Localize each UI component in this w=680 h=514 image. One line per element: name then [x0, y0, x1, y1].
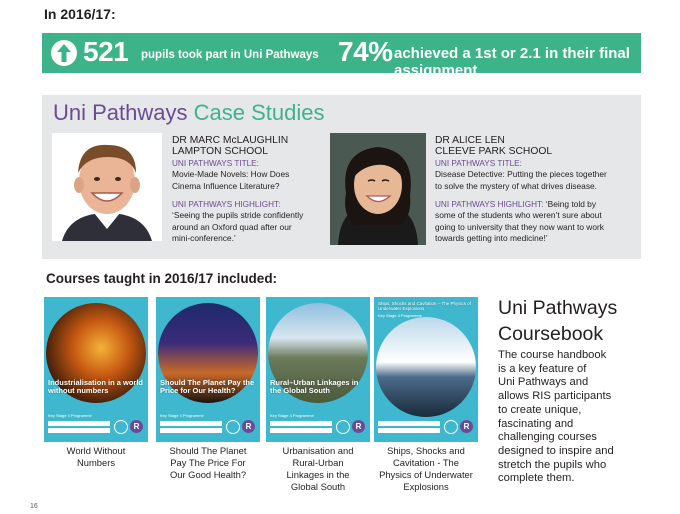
book-4-caption: [366, 445, 486, 493]
book-cover-2: [156, 297, 260, 442]
percent-value: 74%: [338, 36, 393, 67]
case-title-part1: Uni Pathways: [53, 100, 188, 125]
book-4-cover-sub: Key Stage 4 Programme: [378, 313, 422, 318]
book-cover-1: [44, 297, 148, 442]
case2-highlight-line4: towards getting into medicine!’: [435, 233, 548, 244]
case2-highlight-line2: some of the students who weren’t sure about: [435, 210, 602, 221]
case-title-part2: Case Studies: [193, 100, 325, 125]
book-cover-4: [374, 297, 478, 442]
r-logo-icon: R: [242, 420, 255, 433]
case1-highlight-line2: around an Oxford quad after our: [172, 221, 292, 232]
book-3-cover-title: Rural–Urban Linkages in the Global South: [270, 378, 359, 395]
page-number: 16: [30, 503, 38, 510]
coursebook-line: designed to inspire and: [498, 444, 614, 457]
photo-alice-len: [330, 133, 426, 245]
book-3-caption-line1: Urbanisation and: [282, 445, 354, 456]
book-3-caption: [258, 445, 378, 493]
book-4-caption-line2: Cavitation - The: [392, 457, 459, 468]
pupils-count: 521: [83, 36, 129, 67]
book-4-caption-line3: Physics of Underwater: [379, 469, 473, 480]
case1-title-label: UNI PATHWAYS TITLE:: [172, 158, 259, 168]
coursebook-line: allows RIS participants: [498, 390, 612, 403]
book-3-caption-line2: Rural-Urban: [292, 457, 344, 468]
case1-highlight-line3: mini-conference.’: [172, 233, 236, 244]
coursebook-line: is a key feature of: [498, 362, 587, 375]
coursebook-title-line2: Coursebook: [498, 323, 604, 345]
book-3-caption-line4: Global South: [290, 481, 346, 492]
case1-title-line1: Movie-Made Novels: How Does: [172, 169, 290, 180]
case2-highlight-row: [435, 199, 641, 210]
percent-text: achieved a 1st or 2.1 in their final assignment: [394, 45, 630, 79]
stats-banner: [42, 33, 641, 79]
book-1-caption-line2: Numbers: [76, 457, 116, 468]
courses-heading: Courses taught in 2016/17 included:: [46, 271, 278, 286]
coursebook-line: stretch the pupils who: [498, 458, 607, 471]
book-1-cover-sub: Key Stage 4 Programme: [48, 413, 92, 418]
coursebook-title: [498, 295, 617, 347]
coursebook-title-line1: Uni Pathways: [498, 297, 618, 319]
case1-highlight-label: UNI PATHWAYS HIGHLIGHT:: [172, 200, 281, 210]
year-heading: In 2016/17:: [44, 6, 116, 22]
coursebook-line: challenging courses: [498, 431, 597, 444]
r-logo-icon: R: [460, 420, 473, 433]
book-1-cover-title: Industrialisation in a world without numbers: [48, 378, 144, 395]
r-logo-icon: R: [130, 420, 143, 433]
coursebook-body: [498, 349, 648, 486]
case-studies-title: [53, 100, 325, 126]
coursebook-line: complete them.: [498, 472, 575, 485]
case1-name: DR MARC McLAUGHLIN: [172, 135, 289, 146]
book-4-caption-line4: Explosions: [403, 481, 449, 492]
book-4-cover-title: Ships, Shocks and Cavitation – The Physics of Underwater Explosions: [378, 301, 471, 311]
case2-highlight-line3: going to university that they now want to work: [435, 221, 604, 232]
case2-title-line2: to solve the mystery of what drives disease.: [435, 180, 597, 191]
coursebook-line: fascinating and: [498, 417, 574, 430]
book-3-cover-sub: Key Stage 4 Programme: [270, 413, 314, 418]
book-1-caption-line1: World Without: [66, 445, 126, 456]
book-3-caption-line3: Linkages in the: [286, 469, 350, 480]
case1-school: LAMPTON SCHOOL: [172, 146, 268, 158]
book-2-caption-line3: Our Good Health?: [169, 469, 247, 480]
book-2-cover-title: Should The Planet Pay the Price for Our Health?: [160, 378, 255, 395]
case2-name: DR ALICE LEN: [435, 135, 505, 146]
book-2-caption: [148, 445, 268, 481]
r-logo-icon: R: [352, 420, 365, 433]
case2-title-line1: Disease Detective: Putting the pieces together: [435, 169, 607, 180]
coursebook-line: The course handbook: [498, 349, 607, 361]
case1-highlight-line1: ‘Seeing the pupils stride confidently: [172, 210, 304, 221]
pupils-text: pupils took part in Uni Pathways: [141, 49, 319, 61]
case-studies-panel: [42, 95, 641, 259]
book-2-cover-sub: Key Stage 4 Programme: [160, 413, 204, 418]
case2-school: CLEEVE PARK SCHOOL: [435, 146, 553, 158]
case-study-2: [435, 135, 641, 245]
book-cover-3: [266, 297, 370, 442]
book-2-caption-line1: Should The Planet: [169, 445, 247, 456]
arrow-up-icon: [51, 40, 77, 66]
coursebook-line: to create unique,: [498, 403, 582, 416]
book-2-caption-line2: Pay The Price For: [170, 457, 246, 468]
book-4-caption-line1: Ships, Shocks and: [387, 445, 465, 456]
photo-marc-mclaughlin: [52, 133, 162, 241]
case1-title-line2: Cinema Influence Literature?: [172, 180, 280, 191]
book-4-image: [376, 317, 476, 417]
case2-highlight-label: UNI PATHWAYS HIGHLIGHT:: [435, 200, 544, 210]
case2-title-label: UNI PATHWAYS TITLE:: [435, 158, 522, 168]
case2-highlight-line1: ‘Being told by: [545, 199, 597, 210]
coursebook-line: Uni Pathways and: [498, 376, 589, 389]
book-1-caption: [36, 445, 156, 469]
case-study-1: [172, 135, 320, 245]
